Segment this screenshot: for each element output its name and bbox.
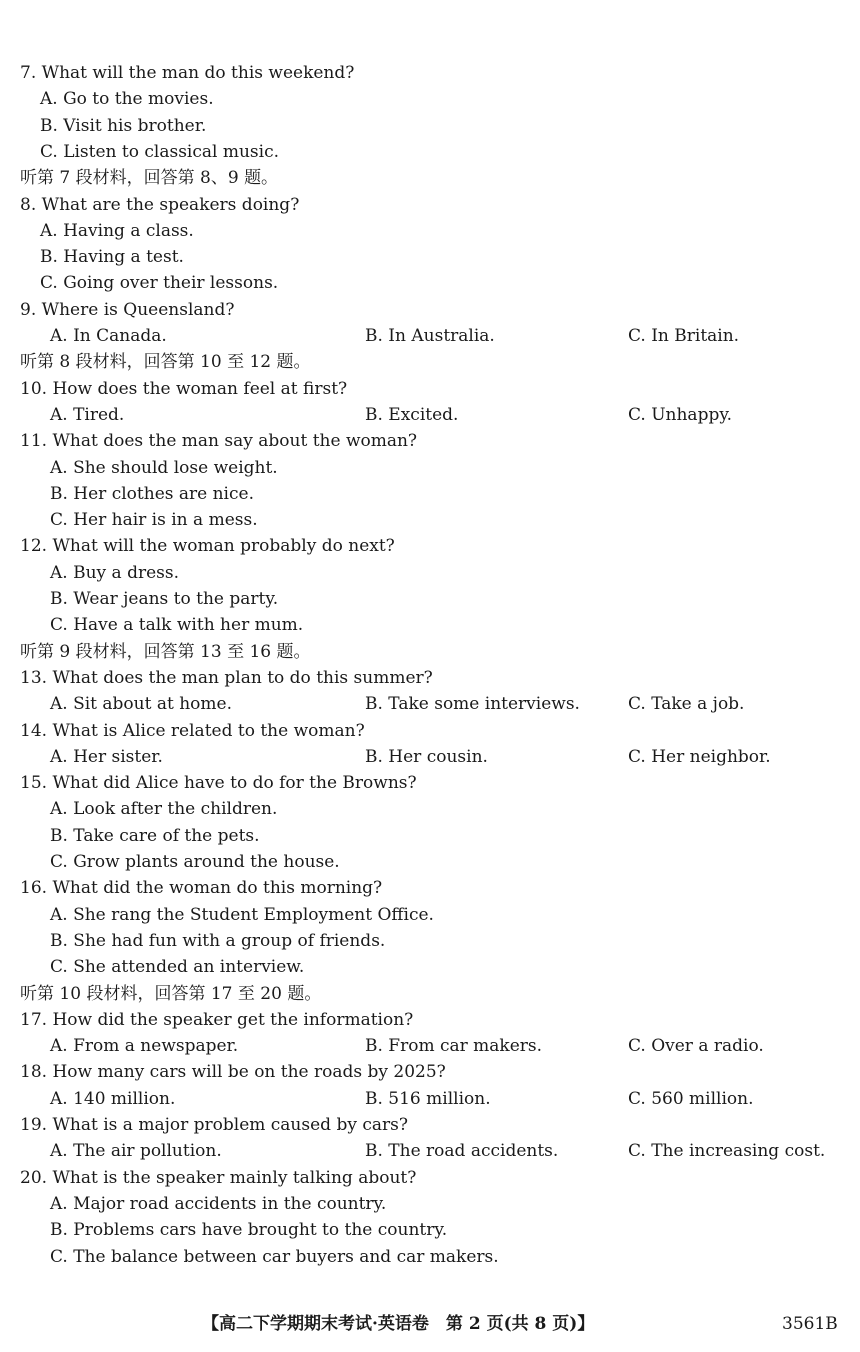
answer-option: A. She should lose weight. [50, 457, 278, 478]
option-a: A. The air pollution. [50, 1141, 222, 1162]
question-stem: 14. What is Alice related to the woman? [20, 720, 365, 741]
answer-option: B. Problems cars have brought to the country. [50, 1220, 448, 1241]
footer-code: 3561B [782, 1314, 838, 1334]
option-b: B. 516 million. [365, 1088, 491, 1109]
answer-option: A. Go to the movies. [40, 89, 214, 110]
footer-title: 【高二下学期期末考试·英语卷 第 2 页(共 8 页)】 [202, 1314, 595, 1334]
answer-option: A. She rang the Student Employment Office. [50, 904, 434, 925]
option-b: B. In Australia. [365, 326, 495, 346]
answer-option: C. Her hair is in a mess. [50, 510, 258, 531]
option-b: B. The road accidents. [365, 1141, 559, 1162]
question-stem: 9. Where is Queensland? [20, 299, 235, 320]
question-stem: 18. How many cars will be on the roads by 2025? [20, 1062, 446, 1083]
option-c: C. 560 million. [628, 1088, 754, 1109]
option-c: C. Unhappy. [628, 404, 733, 425]
option-a: A. 140 million. [50, 1088, 176, 1109]
answer-option: C. Going over their lessons. [40, 273, 279, 294]
option-a: A. From a newspaper. [50, 1036, 239, 1057]
option-b: B. Her cousin. [365, 746, 488, 767]
question-stem: 12. What will the woman probably do next? [20, 536, 395, 557]
question-stem: 8. What are the speakers doing? [20, 194, 300, 215]
answer-option: B. She had fun with a group of friends. [50, 930, 386, 951]
answer-option: C. Have a talk with her mum. [50, 615, 304, 636]
answer-option: C. She attended an interview. [50, 957, 305, 978]
option-b: B. Excited. [365, 404, 459, 425]
answer-option: C. The balance between car buyers and car makers. [50, 1246, 499, 1267]
question-stem: 7. What will the man do this weekend? [20, 63, 355, 83]
answer-option: A. Having a class. [40, 220, 194, 241]
option-c: C. Take a job. [628, 694, 745, 715]
section-instruction: 听第 7 段材料，回答第 8、9 题。 [20, 168, 279, 189]
option-a: A. Sit about at home. [50, 694, 232, 715]
question-stem: 17. How did the speaker get the information? [20, 1009, 414, 1030]
question-stem: 11. What does the man say about the woman? [20, 431, 418, 452]
section-instruction: 听第 8 段材料，回答第 10 至 12 题。 [20, 352, 311, 373]
option-a: A. Her sister. [50, 746, 163, 767]
option-b: B. Take some interviews. [365, 694, 580, 715]
answer-option: B. Wear jeans to the party. [50, 589, 279, 609]
answer-option: B. Having a test. [40, 247, 184, 268]
question-stem: 10. How does the woman feel at first? [20, 378, 348, 399]
option-a: A. Tired. [50, 404, 125, 425]
option-b: B. From car makers. [365, 1036, 543, 1057]
option-c: C. The increasing cost. [628, 1141, 826, 1162]
option-a: A. In Canada. [50, 326, 167, 346]
answer-option: A. Look after the children. [50, 799, 278, 820]
answer-option: A. Buy a dress. [50, 562, 179, 583]
answer-option: C. Listen to classical music. [40, 141, 280, 162]
section-instruction: 听第 9 段材料，回答第 13 至 16 题。 [20, 641, 311, 662]
page-footer [0, 1310, 860, 1338]
answer-option: A. Major road accidents in the country. [50, 1193, 387, 1214]
answer-option: C. Grow plants around the house. [50, 852, 340, 872]
answer-option: B. Take care of the pets. [50, 825, 260, 846]
section-instruction: 听第 10 段材料，回答第 17 至 20 题。 [20, 983, 322, 1004]
question-stem: 19. What is a major problem caused by cars? [20, 1115, 408, 1135]
option-c: C. In Britain. [628, 326, 740, 346]
option-c: C. Over a radio. [628, 1036, 764, 1057]
answer-option: B. Her clothes are nice. [50, 483, 254, 504]
question-stem: 20. What is the speaker mainly talking about? [20, 1167, 417, 1188]
question-stem: 13. What does the man plan to do this summer? [20, 667, 433, 688]
answer-option: B. Visit his brother. [40, 115, 207, 136]
question-stem: 15. What did Alice have to do for the Browns? [20, 773, 417, 794]
option-c: C. Her neighbor. [628, 746, 771, 767]
question-stem: 16. What did the woman do this morning? [20, 878, 383, 899]
